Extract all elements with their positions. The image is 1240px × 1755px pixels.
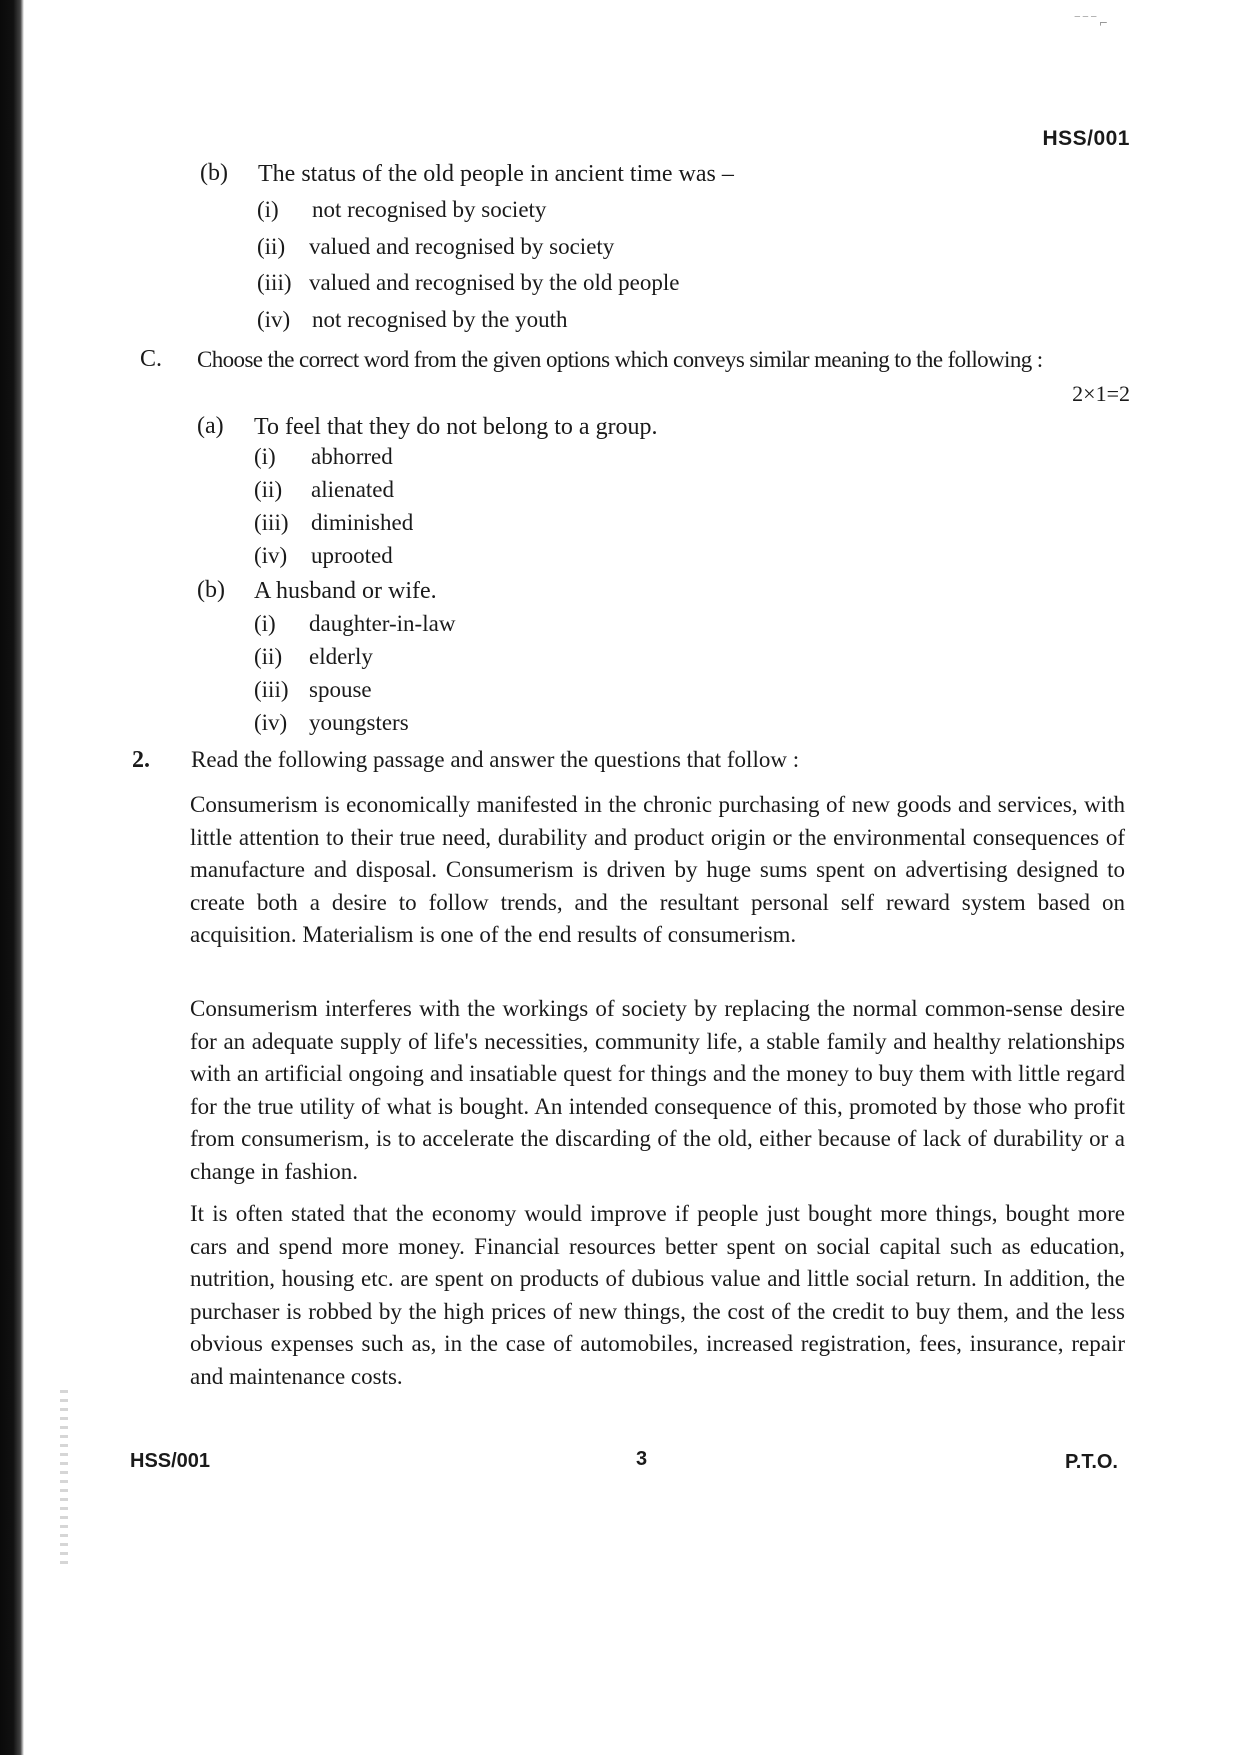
option-text: valued and recognised by society [309,234,615,259]
question-number: 2. [132,747,150,773]
passage-paragraph-3: It is often stated that the economy would improve if people just bought more things, bought more cars and spend more money. Financial resources better spent on social capital such as education, nutrition, housing etc. are spent on products of dubious value and little social return. In addition, the purchaser is robbed by the high prices of new things, the cost of the credit to buy them, and the less obvious expenses such as, in the case of automobiles, increased registration, fees, insurance, repair and maintenance costs. [190,1201,1125,1389]
option-number: (iv) [254,543,288,568]
option-text: alienated [311,477,395,502]
section-instruction: Choose the correct word from the given options which conveys similar meaning to the following : [197,347,1043,372]
option-text: spouse [309,677,372,702]
option-text: elderly [309,644,373,669]
option-text: abhorred [311,444,393,469]
option-number: (iii) [254,510,289,535]
section-label: C. [140,346,163,372]
scan-speck: ‾ ‾ ‾ ⌐ [1075,16,1108,31]
option-number: (iv) [257,307,291,332]
question-text: To feel that they do not belong to a group. [254,414,658,440]
option-number: (iii) [254,677,289,702]
option-number: (i) [254,611,276,636]
option-text: not recognised by society [312,197,547,222]
question-label: (b) [200,160,228,186]
option-number: (iii) [257,270,292,295]
passage-paragraph-1: Consumerism is economically manifested in the chronic purchasing of new goods and services, with little attention to their true need, durability and product origin or the environmental consequences of manufacture and disposal. Consumerism is driven by huge sums spent on advertising designed to create both a desire to follow trends, and the resultant personal self reward system based on acquisition. Materialism is one of the end results of consumerism. [190,792,1125,947]
question-text: A husband or wife. [254,578,437,604]
option-number: (ii) [254,644,283,669]
page-number: 3 [636,1448,648,1470]
option-text: diminished [311,510,414,535]
option-text: uprooted [311,543,393,568]
option-number: (ii) [254,477,283,502]
marks-allocation: 2×1=2 [1072,381,1130,406]
option-text: not recognised by the youth [312,307,568,332]
option-text: youngsters [309,710,409,735]
option-number: (i) [254,444,276,469]
question-label: (a) [197,413,224,439]
footer-page-code: HSS/001 [130,1450,211,1472]
option-number: (ii) [257,234,286,259]
option-number: (iv) [254,710,288,735]
scan-shadow-edge [0,0,24,1755]
question-instruction: Read the following passage and answer the questions that follow : [191,747,800,772]
option-text: daughter-in-law [309,611,456,636]
option-number: (i) [257,197,279,222]
option-text: valued and recognised by the old people [309,270,680,295]
passage-paragraph-2: Consumerism interferes with the workings of society by replacing the normal common-sense desire for an adequate supply of life's necessities, community life, a stable family and healthy relationships with an artificial ongoing and insatiable quest for things and the money to buy them with little regard for the true utility of what is bought. An intended consequence of this, promoted by those who profit from consumerism, is to accelerate the discarding of the old, either because of lack of durability or a change in fashion. [190,996,1125,1184]
scan-noise [60,1390,68,1570]
question-label: (b) [197,577,225,603]
question-text: The status of the old people in ancient time was – [258,161,734,187]
page-code-header: HSS/001 [1042,127,1130,150]
pto-label: P.T.O. [1065,1451,1118,1473]
